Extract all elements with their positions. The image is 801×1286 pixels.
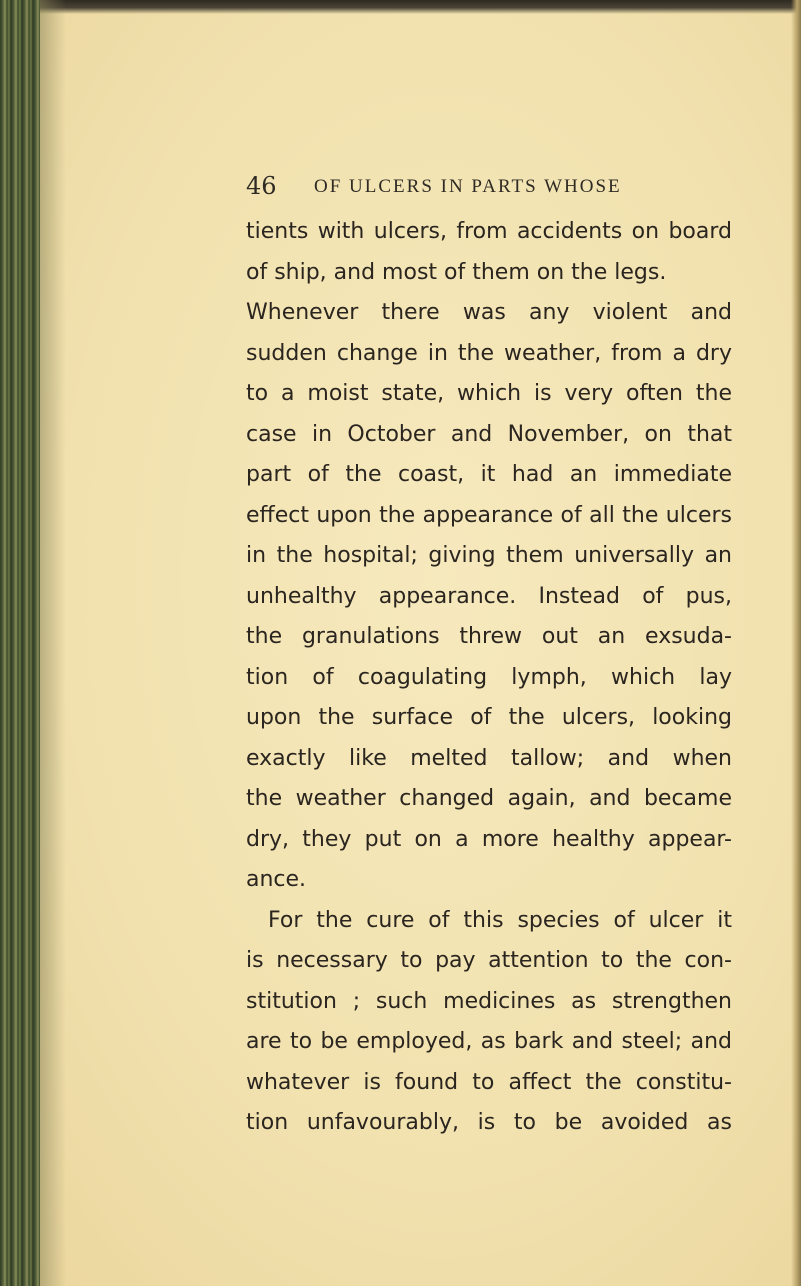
page-header [246, 172, 716, 208]
text-line: dry, they put on a more healthy appear- [246, 826, 732, 852]
text-line: exactly like melted tallow; and when [246, 745, 732, 771]
text-line: part of the coast, it had an immediate [246, 462, 732, 487]
text-line: are to be employed, as bark and steel; and [246, 1029, 732, 1054]
text-line: case in October and November, on that [246, 421, 732, 447]
text-line: upon the surface of the ulcers, looking [246, 705, 732, 730]
text-line: to a moist state, which is very often the [246, 381, 732, 406]
gutter-shadow [40, 0, 66, 1286]
page-right-edge [791, 0, 801, 1286]
running-title: OF ULCERS IN PARTS WHOSE [314, 176, 622, 197]
text-line: stitution ; such medicines as strengthen [246, 988, 732, 1014]
text-line: is necessary to pay attention to the con- [246, 948, 732, 973]
text-line: For the cure of this species of ulcer it [268, 907, 732, 933]
text-line: Whenever there was any violent and [246, 300, 732, 325]
body-text [246, 212, 732, 1144]
text-line: whatever is found to affect the constitu- [246, 1069, 732, 1095]
text-line: effect upon the appearance of all the ulcers [246, 502, 732, 528]
page-number: 46 [246, 172, 277, 200]
text-line: the granulations threw out an exsuda- [246, 624, 732, 649]
text-line: tients with ulcers, from accidents on board [246, 219, 732, 244]
text-line: in the hospital; giving them universally an [246, 543, 732, 568]
text-line: the weather changed again, and became [246, 786, 732, 811]
text-line: sudden change in the weather, from a dry [246, 340, 732, 366]
text-line: of ship, and most of them on the legs. [246, 259, 667, 285]
text-line: tion of coagulating lymph, which lay [246, 664, 732, 690]
page-top-edge [0, 0, 801, 14]
text-line: ance. [246, 867, 307, 892]
text-line: tion unfavourably, is to be avoided as [246, 1110, 732, 1135]
text-line: unhealthy appearance. Instead of pus, [246, 583, 732, 609]
book-spine [0, 0, 40, 1286]
